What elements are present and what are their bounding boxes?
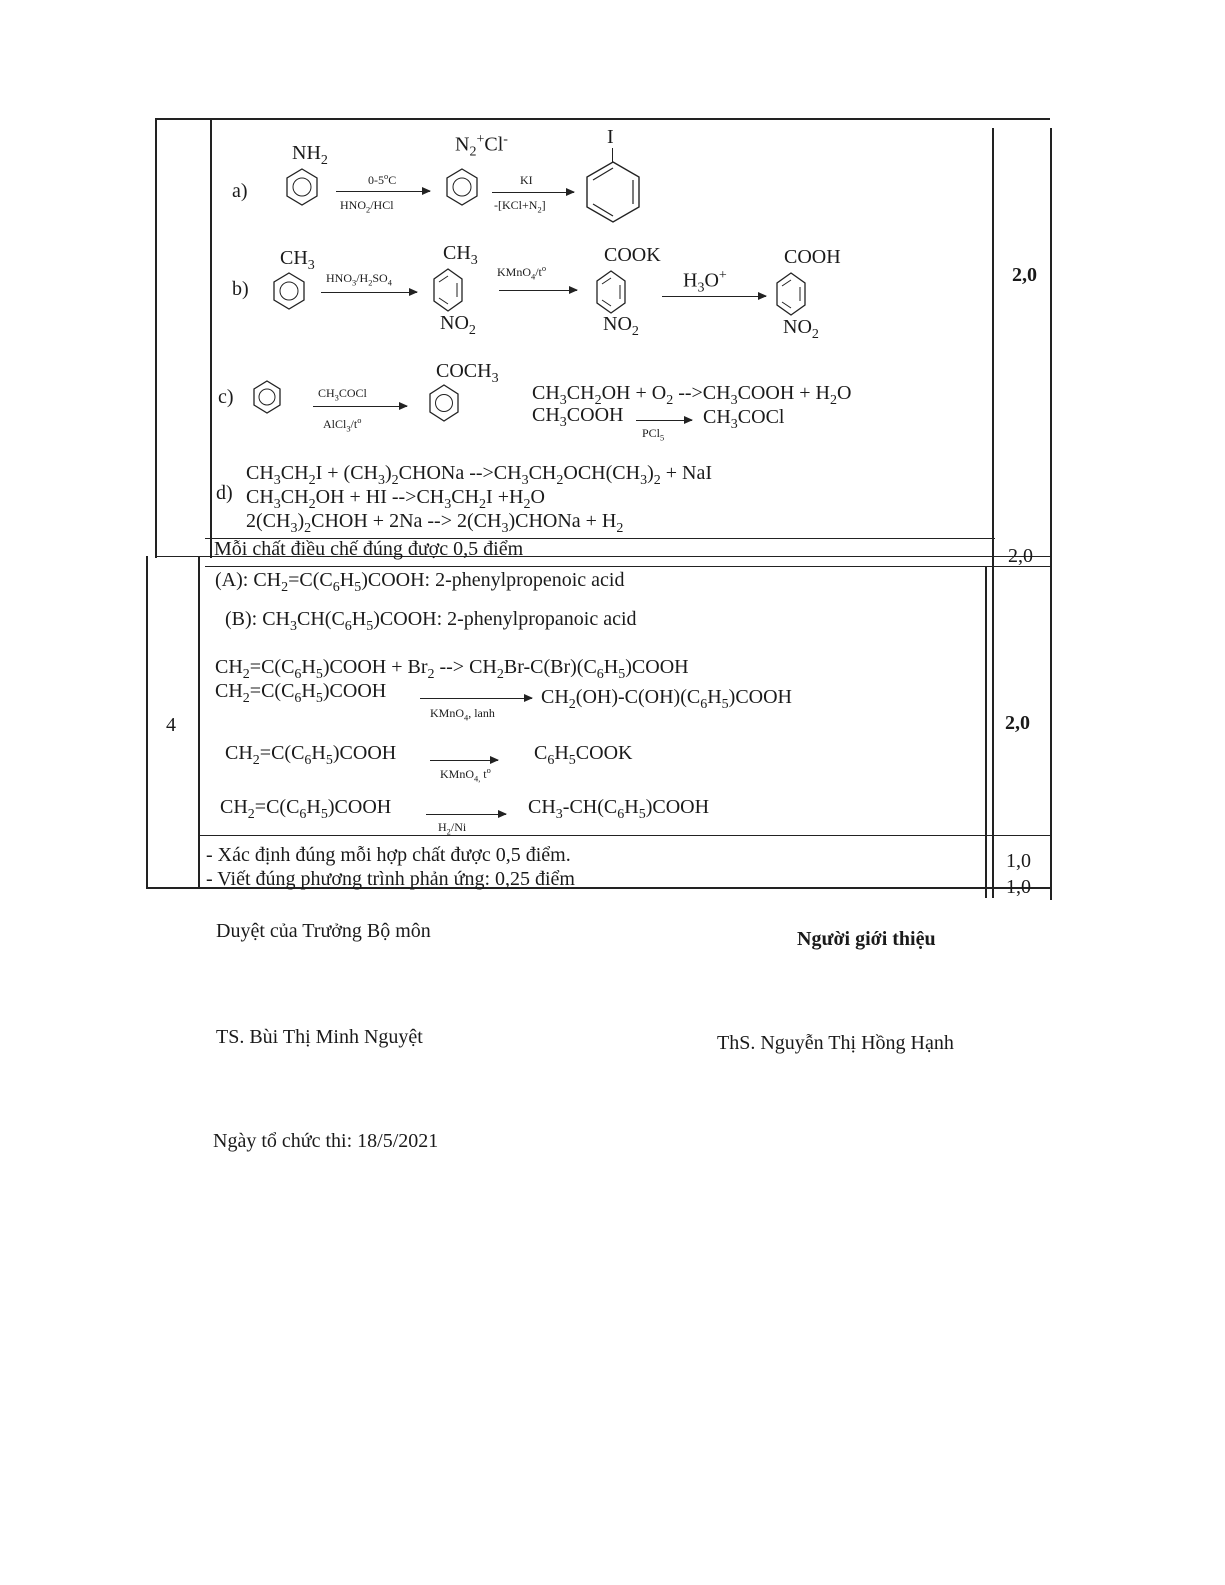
benzene-ring-icon [285,168,319,206]
benzene-ring-icon [595,270,627,314]
nitrotoluene-ch3: $CH_3$ [443,242,478,268]
benzene-ring-icon [775,272,807,316]
benzene-ring-icon [584,160,642,224]
cond-b3: $H_3O^+$ [683,268,727,296]
question-number: 4 [166,714,176,736]
reaction-arrow [499,290,577,291]
cond-a4: $-[KCl+N_2]$ [494,198,546,215]
reaction-arrow [492,192,574,193]
q4-note-1: - Xác định đúng mỗi hợp chất được 0,5 điểm. [206,844,571,866]
reaction-arrow [426,814,506,815]
q3-note-score: 2,0 [1008,545,1033,567]
cond-a1: 0-5$^o$C [368,172,397,187]
eq-4-4-right: $CH_3-CH(C_6H_5)COOH$ [528,796,710,822]
benzene-ring-icon [432,268,464,312]
cond-b2: $KMnO_4/t^o$ [497,264,547,282]
cond-c2: $AlCl_3/t^o$ [323,416,362,434]
reaction-arrow [321,292,417,293]
iodo: I [607,126,614,148]
cond-b1: $HNO_3/H_2SO_4$ [326,271,392,288]
cond-c1: $CH_3COCl$ [318,386,367,403]
q4-left-outer [146,556,148,888]
q4-left-inner [198,556,200,888]
reaction-arrow [420,698,532,699]
nitrobenzoate-no2: $NO_2$ [603,313,639,339]
compound-b: (B): $CH_3CH(C_6H_5)COOH$: 2-phenylpropanoic acid [225,608,637,634]
part-d-label: d) [216,482,233,504]
compound-a: (A): $CH_2=C(C_6H_5)COOH$: 2-phenylpropenoic acid [215,569,625,595]
table-border-right-outer [1050,128,1052,900]
table-border-right-inner [992,128,994,898]
reaction-arrow [336,191,430,192]
row-divider [198,835,1050,836]
presenter-name: ThS. Nguyễn Thị Hồng Hạnh [717,1032,954,1054]
nitrobenzoic-cooh: COOH [784,246,841,268]
q4-note-2: - Viết đúng phương trình phản ứng: 0,25 điểm [206,868,575,890]
eq-c2-cond: PCl$_5$ [642,426,665,443]
eq-4-4-left: $CH_2=C(C_6H_5)COOH$ [220,796,392,822]
eq-d1: $CH_3CH_2I$ + $(CH_3)_2CHONa$ $-->CH_3CH_2OCH(CH_3)_2$ + NaI [246,462,712,488]
benzene-ring-icon [272,272,306,310]
q3-note: Mỗi chất điều chế đúng được 0,5 điểm [214,538,524,560]
eq-4-2-cond: KMnO$_4$, lanh [430,706,495,723]
eq-4-3-left: $CH_2=C(C_6H_5)COOH$ [225,742,397,768]
toluene-ch3: $CH_3$ [280,247,315,273]
table-border-left-outer [155,118,157,558]
presenter-title: Người giới thiệu [797,928,936,950]
diazonium: $N_2^+Cl^-$ [455,132,508,160]
eq-4-4-cond: $H_2/Ni$ [438,820,467,837]
nitrotoluene-no2: $NO_2$ [440,312,476,338]
eq-4-1: $CH_2=C(C_6H_5)COOH + Br_2$ --> $CH_2Br-C(Br)(C_6H_5)COOH$ [215,656,689,682]
nitrobenzoic-no2: $NO_2$ [783,316,819,342]
reaction-arrow [636,420,692,421]
part-b-label: b) [232,278,249,300]
eq-4-2-left: $CH_2=C(C_6H_5)COOH$ [215,680,387,706]
eq-d2: $CH_3CH_2OH$ + HI $-->CH_3CH_2I +H_2O$ [246,486,545,512]
eq-d3: $2(CH_3)_2CHOH + 2Na$ --> $2(CH_3)CHONa + H_2$ [246,510,624,536]
eq-c2-right: $CH_3COCl$ [703,406,785,432]
part-a-label: a) [232,180,248,202]
q4-right-inner [985,566,987,898]
eq-4-3-cond: KMnO$_{4,}$ $t^o$ [440,766,491,784]
approver-name: TS. Bùi Thị Minh Nguyệt [216,1026,423,1048]
cond-a3: KI [520,173,533,187]
q4-score: 2,0 [1005,712,1030,734]
aniline-nh2: $NH_2$ [292,142,328,168]
part-c-label: c) [218,386,234,408]
q4-score-1: 1,0 [1006,850,1031,872]
benzene-ring-icon [252,380,282,414]
reaction-arrow [313,406,407,407]
eq-c2-left: $CH_3COOH$ [532,404,624,430]
row-divider [205,566,1050,567]
cond-a2: $HNO_2$/HCl [340,198,394,215]
table-border-left-inner [210,118,212,558]
table-border-top [155,118,1050,120]
eq-c1: $CH_3CH_2OH + O_2$ $-->CH_3COOH + H_2O$ [532,382,852,408]
benzene-ring-icon [445,168,479,206]
eq-4-2-right: $CH_2(OH)-C(OH)(C_6H_5)COOH$ [541,686,793,712]
eq-4-3-right: $C_6H_5COOK$ [534,742,633,768]
exam-date: Ngày tổ chức thi: 18/5/2021 [213,1130,439,1152]
benzene-ring-icon [428,384,460,422]
nitrobenzoate-cook: COOK [604,244,661,266]
q4-score-2: 1,0 [1006,876,1031,898]
reaction-arrow [430,760,498,761]
approver-title: Duyệt của Trưởng Bộ môn [216,920,431,942]
reaction-arrow [662,296,766,297]
acetophenone-coch3: $COCH_3$ [436,360,499,386]
q3-score: 2,0 [1012,264,1037,286]
